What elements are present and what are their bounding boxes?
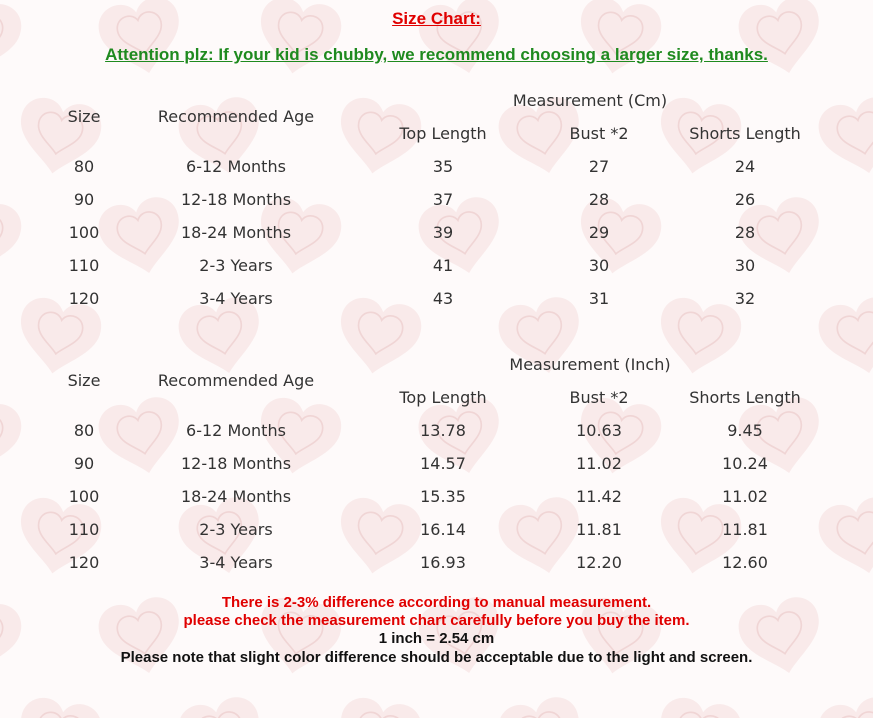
cell-top-length: 16.14 xyxy=(420,520,466,539)
cell-shorts-length: 24 xyxy=(734,157,756,176)
column-header-bust: Bust *2 xyxy=(569,388,629,407)
cell-age: 18-24 Months xyxy=(180,223,292,242)
cell-size: 80 xyxy=(73,157,95,176)
cell-shorts-length: 30 xyxy=(734,256,756,275)
cell-size: 80 xyxy=(73,421,95,440)
cell-top-length: 41 xyxy=(432,256,454,275)
note-check-chart: please check the measurement chart carefully before you buy the item. xyxy=(183,612,690,629)
cell-size: 90 xyxy=(73,454,95,473)
cell-shorts-length: 11.02 xyxy=(722,487,768,506)
cell-size: 100 xyxy=(68,223,100,242)
cell-top-length: 43 xyxy=(432,289,454,308)
note-measurement-difference: There is 2-3% difference according to manual measurement. xyxy=(221,594,652,611)
cell-top-length: 15.35 xyxy=(420,487,466,506)
cell-age: 3-4 Years xyxy=(199,553,273,572)
cell-shorts-length: 10.24 xyxy=(722,454,768,473)
cell-bust: 12.20 xyxy=(576,553,622,572)
column-header-top-length: Top Length xyxy=(399,388,487,407)
cell-shorts-length: 11.81 xyxy=(722,520,768,539)
cell-top-length: 37 xyxy=(432,190,454,209)
cell-bust: 30 xyxy=(588,256,610,275)
column-header-age: Recommended Age xyxy=(157,107,315,126)
cell-size: 90 xyxy=(73,190,95,209)
note-inch-conversion: 1 inch = 2.54 cm xyxy=(378,630,495,647)
cell-bust: 28 xyxy=(588,190,610,209)
column-header-bust: Bust *2 xyxy=(569,124,629,143)
cell-top-length: 13.78 xyxy=(420,421,466,440)
cell-age: 12-18 Months xyxy=(180,454,292,473)
cell-bust: 11.02 xyxy=(576,454,622,473)
cell-shorts-length: 26 xyxy=(734,190,756,209)
cell-age: 12-18 Months xyxy=(180,190,292,209)
cell-top-length: 35 xyxy=(432,157,454,176)
cell-age: 6-12 Months xyxy=(186,157,286,176)
cell-bust: 11.81 xyxy=(576,520,622,539)
cell-shorts-length: 28 xyxy=(734,223,756,242)
column-header-size: Size xyxy=(67,371,101,390)
column-header-shorts-length: Shorts Length xyxy=(689,124,801,143)
column-header-size: Size xyxy=(67,107,101,126)
cell-bust: 11.42 xyxy=(576,487,622,506)
cell-shorts-length: 12.60 xyxy=(722,553,768,572)
cell-age: 2-3 Years xyxy=(199,520,273,539)
cell-bust: 31 xyxy=(588,289,610,308)
page-title: Size Chart: xyxy=(392,9,481,28)
cell-top-length: 39 xyxy=(432,223,454,242)
cell-shorts-length: 9.45 xyxy=(727,421,763,440)
cell-size: 100 xyxy=(68,487,100,506)
cell-bust: 29 xyxy=(588,223,610,242)
cell-age: 2-3 Years xyxy=(199,256,273,275)
cell-bust: 10.63 xyxy=(576,421,622,440)
cell-bust: 27 xyxy=(588,157,610,176)
column-header-top-length: Top Length xyxy=(399,124,487,143)
attention-notice: Attention plz: If your kid is chubby, we recommend choosing a larger size, thanks. xyxy=(105,45,768,64)
column-header-shorts-length: Shorts Length xyxy=(689,388,801,407)
cell-age: 3-4 Years xyxy=(199,289,273,308)
measurement-group-header: Measurement (Inch) xyxy=(509,355,671,374)
cell-size: 120 xyxy=(68,289,100,308)
cell-top-length: 14.57 xyxy=(420,454,466,473)
cell-age: 18-24 Months xyxy=(180,487,292,506)
column-header-age: Recommended Age xyxy=(157,371,315,390)
note-color-difference: Please note that slight color difference should be acceptable due to the light and screen. xyxy=(120,649,753,666)
cell-top-length: 16.93 xyxy=(420,553,466,572)
cell-shorts-length: 32 xyxy=(734,289,756,308)
cell-size: 110 xyxy=(68,256,100,275)
cell-size: 120 xyxy=(68,553,100,572)
cell-size: 110 xyxy=(68,520,100,539)
cell-age: 6-12 Months xyxy=(186,421,286,440)
measurement-group-header: Measurement (Cm) xyxy=(512,91,668,110)
